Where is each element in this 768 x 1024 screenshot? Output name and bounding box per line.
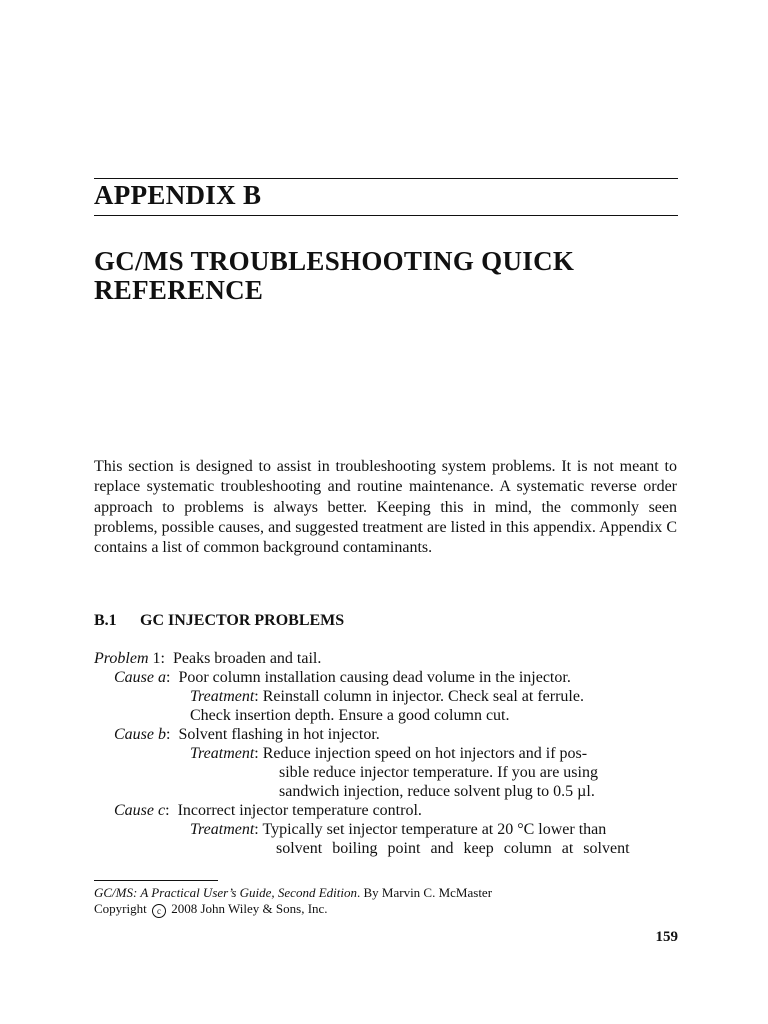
problem-text: Peaks broaden and tail.: [172, 650, 322, 667]
intro-paragraph: This section is designed to assist in troubleshooting system problems. It is not meant to replace systematic troubleshooting and routine maintenance. A systematic reverse order approach to problems is always better. Keeping this in mind, the commonly seen problems, possible causes, and suggested treatment are listed in this appendix. Appendix C contains a list of common background contaminants.: [94, 458, 677, 557]
cause-a-line: Cause a: Poor column installation causing dead volume in the injector.: [114, 669, 571, 686]
cause-a-label: Cause a: [114, 669, 166, 686]
footnote-book-title: GC/MS: A Practical User’s Guide, Second Edition: [94, 885, 357, 900]
chapter-title: [94, 247, 678, 305]
cause-a-treatment-line-2: Check insertion depth. Ensure a good column cut.: [190, 707, 510, 724]
footnote-author: . By Marvin C. McMaster: [356, 885, 493, 900]
cause-b-treatment-line-2: sible reduce injector temperature. If you are using: [279, 764, 598, 781]
top-rule: [94, 178, 678, 179]
problem-line: Problem 1: Peaks broaden and tail.: [94, 650, 322, 667]
footnote-copyright: Copyright c 2008 John Wiley & Sons, Inc.: [94, 901, 328, 916]
cause-c-line: Cause c: Incorrect injector temperature control.: [114, 802, 422, 819]
chapter-title-line-2: REFERENCE: [94, 275, 264, 305]
bottom-rule: [94, 215, 678, 216]
cause-a-text: Poor column installation causing dead volume in the injector.: [178, 669, 571, 686]
footnote-citation: [94, 885, 492, 901]
appendix-label: APPENDIX B: [94, 180, 262, 210]
cause-a-treatment-line-1: Treatment: Reinstall column in injector. Check seal at ferrule.: [190, 688, 584, 705]
cause-c-treatment-label: Treatment: [190, 821, 255, 838]
problem-number: 1: [152, 650, 161, 667]
cause-b-line: Cause b: Solvent flashing in hot injector.: [114, 726, 380, 743]
cause-b-treatment-label: Treatment: [190, 745, 255, 762]
section-heading: [94, 612, 344, 630]
cause-c-text: Incorrect injector temperature control.: [177, 802, 422, 819]
cause-b-treatment-line-3: sandwich injection, reduce solvent plug to 0.5 µl.: [279, 783, 595, 800]
cause-c-label: Cause c: [114, 802, 166, 819]
footnote-rule: [94, 880, 218, 881]
copyright-symbol: c: [152, 904, 166, 918]
cause-c-treatment-line-2: solvent boiling point and keep column at solvent: [276, 840, 630, 857]
section-title: GC INJECTOR PROBLEMS: [140, 612, 345, 629]
problem-label: Problem: [94, 650, 149, 667]
section-number: B.1: [94, 612, 117, 629]
page-number: 159: [655, 929, 678, 945]
chapter-title-line-1: GC/MS TROUBLESHOOTING QUICK: [94, 246, 575, 276]
cause-b-label: Cause b: [114, 726, 166, 743]
cause-c-treatment-line-1: Treatment: Typically set injector temperature at 20 °C lower than: [190, 821, 607, 838]
cause-b-text: Solvent flashing in hot injector.: [178, 726, 380, 743]
cause-a-treatment-label: Treatment: [190, 688, 255, 705]
cause-b-treatment-line-1: Treatment: Reduce injection speed on hot injectors and if pos-: [190, 745, 588, 762]
